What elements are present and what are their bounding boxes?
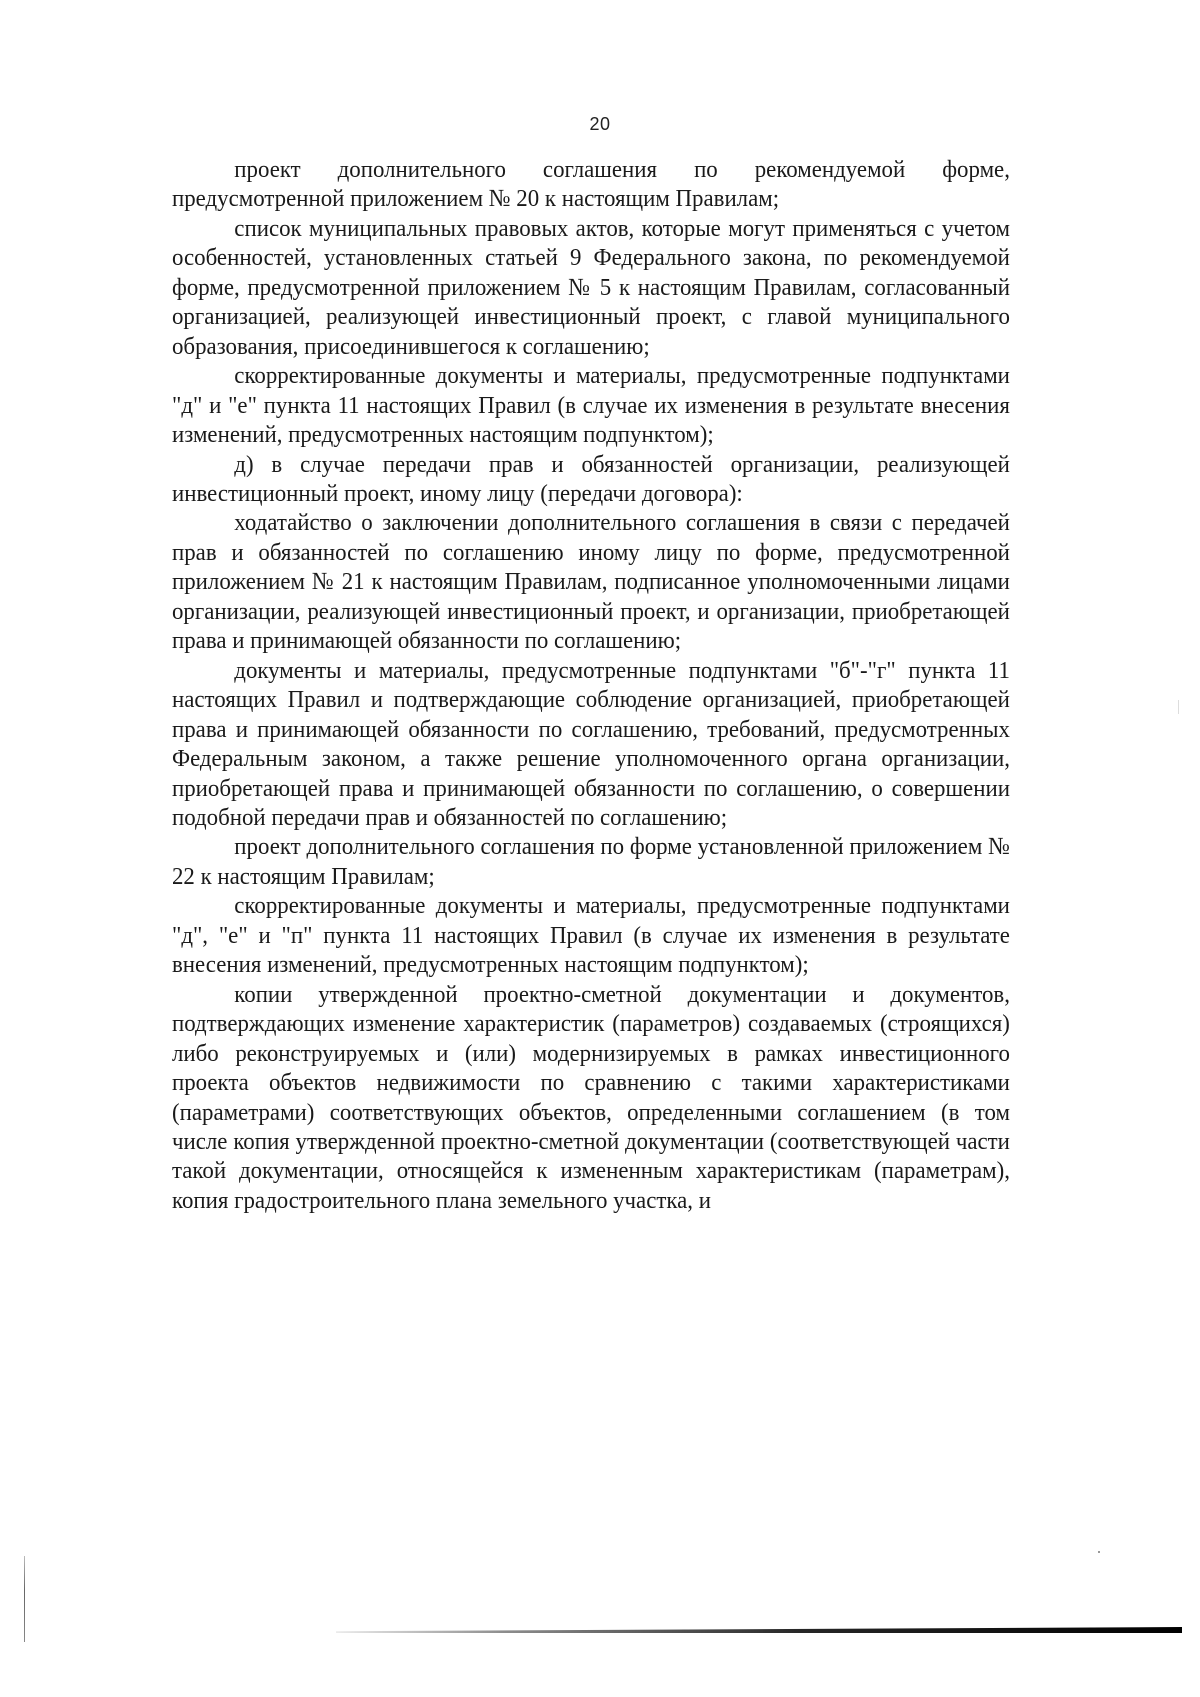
document-body: [172, 155, 1010, 1215]
scan-speck: [1178, 700, 1179, 714]
paragraph-municipal-acts-list: список муниципальных правовых актов, которые могут применяться с учетом особенностей, установленных статьей 9 Федерального закона, по рекомендуемой форме, предусмотренной приложением № 5 к настоящим Правилам, согласованный организацией, реализующей инвестиционный проект, с главой муниципального образования, присоединившегося к соглашению;: [172, 214, 1010, 360]
paragraph-draft-agreement-form-20: проект дополнительного соглашения по рекомендуемой форме, предусмотренной приложением № 20 к настоящим Правилам;: [172, 156, 1010, 213]
paragraph-corrected-documents-d-e: скорректированные документы и материалы, предусмотренные подпунктами "д" и "е" пункта 11 настоящих Правил (в случае их изменения в результате внесения изменений, предусмотренных настоящим подпунктом);: [172, 362, 1010, 449]
paragraph-documents-b-g: документы и материалы, предусмотренные подпунктами "б"-"г" пункта 11 настоящих Правил и подтверждающие соблюдение организацией, приобретающей права и принимающей обязанности по соглашению, требований, предусмотренных Федеральным законом, а также решение уполномоченного органа организации, приобретающей права и принимающей обязанности по соглашению, о совершении подобной передачи прав и обязанностей по соглашению;: [172, 656, 1010, 831]
scan-edge-artifact: [24, 1556, 25, 1642]
paragraph-corrected-documents-d-e-p: скорректированные документы и материалы, предусмотренные подпунктами "д", "е" и "п" пункта 11 настоящих Правил (в случае их изменения в результате внесения изменений, предусмотренных настоящим подпунктом);: [172, 892, 1010, 979]
paragraph-petition-form-21: ходатайство о заключении дополнительного соглашения в связи с передачей прав и обязанностей по соглашению иному лицу по форме, предусмотренной приложением № 21 к настоящим Правилам, подписанное уполномоченными лицами организации, реализующей инвестиционный проект, и организации, приобретающей права и принимающей обязанности по соглашению;: [172, 509, 1010, 655]
paragraph-draft-agreement-form-22: проект дополнительного соглашения по форме установленной приложением № 22 к настоящим Правилам;: [172, 833, 1010, 890]
paragraph-subitem-d-transfer: д) в случае передачи прав и обязанностей организации, реализующей инвестиционный проект, иному лицу (передачи договора):: [172, 450, 1010, 507]
page-number: 20: [589, 114, 611, 134]
scan-bottom-rule: [336, 1627, 1182, 1633]
scan-speck: [1098, 1551, 1100, 1553]
paragraph-design-documentation-copies: копии утвержденной проектно-сметной документации и документов, подтверждающих изменение характеристик (параметров) создаваемых (строящихся) либо реконструируемых и (или) модернизируемых в рамках инвестиционного проекта объектов недвижимости по сравнению с такими характеристиками (параметрами) соответствующих объектов, определенными соглашением (в том числе копия утвержденной проектно-сметной документации (соответствующей части такой документации, относящейся к измененным характеристикам (параметрам), копия градостроительного плана земельного участка, и: [172, 980, 1010, 1214]
